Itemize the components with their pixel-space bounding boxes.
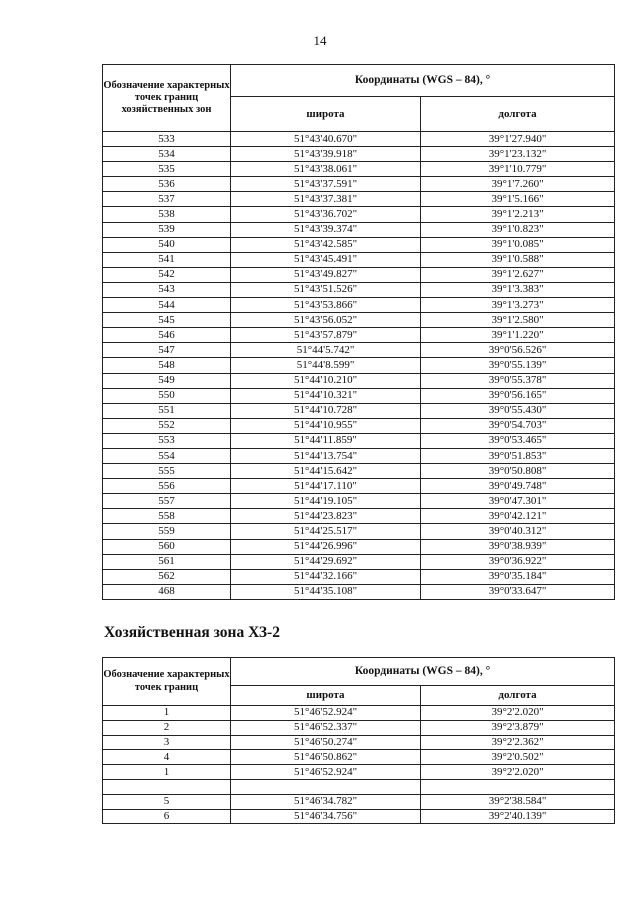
longitude-cell: 39°1'3.383" <box>421 282 615 297</box>
table-row <box>103 569 615 584</box>
point-id-cell: 534 <box>103 147 231 162</box>
longitude-cell: 39°2'40.139" <box>421 809 615 824</box>
table-row <box>103 448 615 463</box>
point-id-cell <box>103 779 231 794</box>
longitude-cell: 39°2'3.879" <box>421 720 615 735</box>
latitude-cell: 51°46'52.924" <box>231 765 421 780</box>
longitude-cell: 39°1'10.779" <box>421 162 615 177</box>
longitude-header: долгота <box>421 97 615 132</box>
point-id-cell: 551 <box>103 403 231 418</box>
table-row <box>103 539 615 554</box>
point-id-cell: 4 <box>103 750 231 765</box>
latitude-cell: 51°44'19.105" <box>231 494 421 509</box>
longitude-cell: 39°0'51.853" <box>421 448 615 463</box>
table-row <box>103 252 615 267</box>
point-id-cell: 550 <box>103 388 231 403</box>
longitude-cell: 39°0'53.465" <box>421 433 615 448</box>
longitude-cell: 39°1'0.085" <box>421 237 615 252</box>
point-id-cell: 559 <box>103 524 231 539</box>
table-row <box>103 418 615 433</box>
longitude-cell: 39°0'33.647" <box>421 584 615 599</box>
latitude-cell: 51°43'56.052" <box>231 313 421 328</box>
table-row <box>103 132 615 147</box>
table-row <box>103 358 615 373</box>
table-row <box>103 433 615 448</box>
table-row <box>103 192 615 207</box>
latitude-cell: 51°44'23.823" <box>231 509 421 524</box>
table-row <box>103 706 615 721</box>
coordinates-header: Координаты (WGS – 84), ° <box>231 65 615 97</box>
longitude-cell: 39°1'2.580" <box>421 313 615 328</box>
point-id-cell: 552 <box>103 418 231 433</box>
table-row <box>103 464 615 479</box>
latitude-cell: 51°43'57.879" <box>231 328 421 343</box>
table-row <box>103 554 615 569</box>
table-row <box>103 282 615 297</box>
point-id-cell: 537 <box>103 192 231 207</box>
latitude-header: широта <box>231 97 421 132</box>
longitude-cell: 39°0'47.301" <box>421 494 615 509</box>
latitude-cell: 51°44'10.728" <box>231 403 421 418</box>
longitude-cell: 39°0'42.121" <box>421 509 615 524</box>
point-id-cell: 540 <box>103 237 231 252</box>
table-row <box>103 373 615 388</box>
latitude-cell: 51°44'29.692" <box>231 554 421 569</box>
page-number: 14 <box>313 33 327 48</box>
longitude-cell: 39°2'2.020" <box>421 706 615 721</box>
point-id-cell: 544 <box>103 298 231 313</box>
table-1-body <box>103 132 615 600</box>
point-id-cell: 3 <box>103 735 231 750</box>
longitude-cell: 39°0'49.748" <box>421 479 615 494</box>
point-id-cell: 2 <box>103 720 231 735</box>
latitude-cell: 51°44'32.166" <box>231 569 421 584</box>
latitude-cell: 51°44'25.517" <box>231 524 421 539</box>
latitude-cell: 51°43'39.918" <box>231 147 421 162</box>
latitude-cell: 51°43'45.491" <box>231 252 421 267</box>
latitude-cell: 51°43'37.381" <box>231 192 421 207</box>
longitude-cell: 39°2'2.020" <box>421 765 615 780</box>
longitude-cell: 39°0'36.922" <box>421 554 615 569</box>
latitude-cell: 51°44'10.321" <box>231 388 421 403</box>
table-row <box>103 343 615 358</box>
point-id-cell: 558 <box>103 509 231 524</box>
table-row <box>103 779 615 794</box>
latitude-cell: 51°44'8.599" <box>231 358 421 373</box>
longitude-cell: 39°1'23.132" <box>421 147 615 162</box>
section-title: Хозяйственная зона ХЗ-2 <box>104 624 280 641</box>
longitude-cell: 39°0'35.184" <box>421 569 615 584</box>
point-designation-header: Обозначение характерных точек границ <box>103 658 231 706</box>
point-id-cell: 561 <box>103 554 231 569</box>
table-row <box>103 162 615 177</box>
table-row <box>103 494 615 509</box>
longitude-cell: 39°1'0.823" <box>421 222 615 237</box>
point-id-cell: 556 <box>103 479 231 494</box>
table-row <box>103 735 615 750</box>
longitude-cell: 39°0'50.808" <box>421 464 615 479</box>
longitude-cell: 39°2'38.584" <box>421 794 615 809</box>
latitude-header: широта <box>231 686 421 706</box>
point-id-cell: 1 <box>103 706 231 721</box>
table-row <box>103 809 615 824</box>
table-row <box>103 765 615 780</box>
table-row <box>103 388 615 403</box>
table-row <box>103 794 615 809</box>
longitude-cell: 39°0'56.526" <box>421 343 615 358</box>
table-row <box>103 328 615 343</box>
point-id-cell: 5 <box>103 794 231 809</box>
latitude-cell: 51°44'26.996" <box>231 539 421 554</box>
latitude-cell: 51°44'11.859" <box>231 433 421 448</box>
table-row <box>103 222 615 237</box>
table-row <box>103 147 615 162</box>
point-id-cell: 538 <box>103 207 231 222</box>
longitude-cell: 39°1'5.166" <box>421 192 615 207</box>
longitude-cell: 39°2'0.502" <box>421 750 615 765</box>
longitude-cell: 39°1'7.260" <box>421 177 615 192</box>
point-id-cell: 541 <box>103 252 231 267</box>
longitude-cell: 39°0'56.165" <box>421 388 615 403</box>
latitude-cell: 51°43'37.591" <box>231 177 421 192</box>
point-id-cell: 6 <box>103 809 231 824</box>
point-id-cell: 549 <box>103 373 231 388</box>
latitude-cell: 51°43'53.866" <box>231 298 421 313</box>
point-id-cell: 547 <box>103 343 231 358</box>
longitude-cell: 39°0'55.139" <box>421 358 615 373</box>
longitude-cell <box>421 779 615 794</box>
longitude-cell: 39°1'3.273" <box>421 298 615 313</box>
table-row <box>103 524 615 539</box>
longitude-cell: 39°1'27.940" <box>421 132 615 147</box>
latitude-cell: 51°44'17.110" <box>231 479 421 494</box>
latitude-cell: 51°43'36.702" <box>231 207 421 222</box>
longitude-cell: 39°1'2.213" <box>421 207 615 222</box>
coordinates-table-1 <box>102 64 615 600</box>
point-id-cell: 546 <box>103 328 231 343</box>
table-row <box>103 509 615 524</box>
longitude-cell: 39°1'0.588" <box>421 252 615 267</box>
longitude-cell: 39°0'54.703" <box>421 418 615 433</box>
table-2-body <box>103 706 615 824</box>
point-id-cell: 1 <box>103 765 231 780</box>
latitude-cell: 51°46'50.862" <box>231 750 421 765</box>
longitude-cell: 39°2'2.362" <box>421 735 615 750</box>
coordinates-header: Координаты (WGS – 84), ° <box>231 658 615 686</box>
latitude-cell: 51°46'52.924" <box>231 706 421 721</box>
point-id-cell: 536 <box>103 177 231 192</box>
point-id-cell: 560 <box>103 539 231 554</box>
table-row <box>103 298 615 313</box>
point-id-cell: 543 <box>103 282 231 297</box>
latitude-cell: 51°43'38.061" <box>231 162 421 177</box>
table-row <box>103 584 615 599</box>
point-id-cell: 555 <box>103 464 231 479</box>
longitude-header: долгота <box>421 686 615 706</box>
latitude-cell: 51°44'5.742" <box>231 343 421 358</box>
table-row <box>103 237 615 252</box>
latitude-cell: 51°44'13.754" <box>231 448 421 463</box>
point-id-cell: 553 <box>103 433 231 448</box>
latitude-cell: 51°46'34.782" <box>231 794 421 809</box>
longitude-cell: 39°0'40.312" <box>421 524 615 539</box>
table-row <box>103 720 615 735</box>
longitude-cell: 39°0'55.378" <box>421 373 615 388</box>
point-id-cell: 539 <box>103 222 231 237</box>
point-designation-header: Обозначение характерных точек границ хозяйственных зон <box>103 65 231 132</box>
table-row <box>103 479 615 494</box>
table-row <box>103 267 615 282</box>
latitude-cell: 51°43'40.670" <box>231 132 421 147</box>
latitude-cell: 51°44'35.108" <box>231 584 421 599</box>
latitude-cell: 51°43'51.526" <box>231 282 421 297</box>
latitude-cell: 51°46'52.337" <box>231 720 421 735</box>
coordinates-table-2 <box>102 657 615 824</box>
point-id-cell: 545 <box>103 313 231 328</box>
latitude-cell: 51°43'49.827" <box>231 267 421 282</box>
latitude-cell: 51°44'10.210" <box>231 373 421 388</box>
point-id-cell: 533 <box>103 132 231 147</box>
point-id-cell: 468 <box>103 584 231 599</box>
latitude-cell: 51°44'15.642" <box>231 464 421 479</box>
table-row <box>103 177 615 192</box>
latitude-cell: 51°46'50.274" <box>231 735 421 750</box>
latitude-cell: 51°46'34.756" <box>231 809 421 824</box>
point-id-cell: 542 <box>103 267 231 282</box>
longitude-cell: 39°1'2.627" <box>421 267 615 282</box>
point-id-cell: 535 <box>103 162 231 177</box>
latitude-cell: 51°44'10.955" <box>231 418 421 433</box>
point-id-cell: 554 <box>103 448 231 463</box>
table-row <box>103 750 615 765</box>
latitude-cell: 51°43'39.374" <box>231 222 421 237</box>
longitude-cell: 39°1'1.220" <box>421 328 615 343</box>
table-row <box>103 313 615 328</box>
table-row <box>103 207 615 222</box>
longitude-cell: 39°0'38.939" <box>421 539 615 554</box>
latitude-cell <box>231 779 421 794</box>
point-id-cell: 548 <box>103 358 231 373</box>
point-id-cell: 557 <box>103 494 231 509</box>
point-id-cell: 562 <box>103 569 231 584</box>
latitude-cell: 51°43'42.585" <box>231 237 421 252</box>
table-row <box>103 403 615 418</box>
longitude-cell: 39°0'55.430" <box>421 403 615 418</box>
